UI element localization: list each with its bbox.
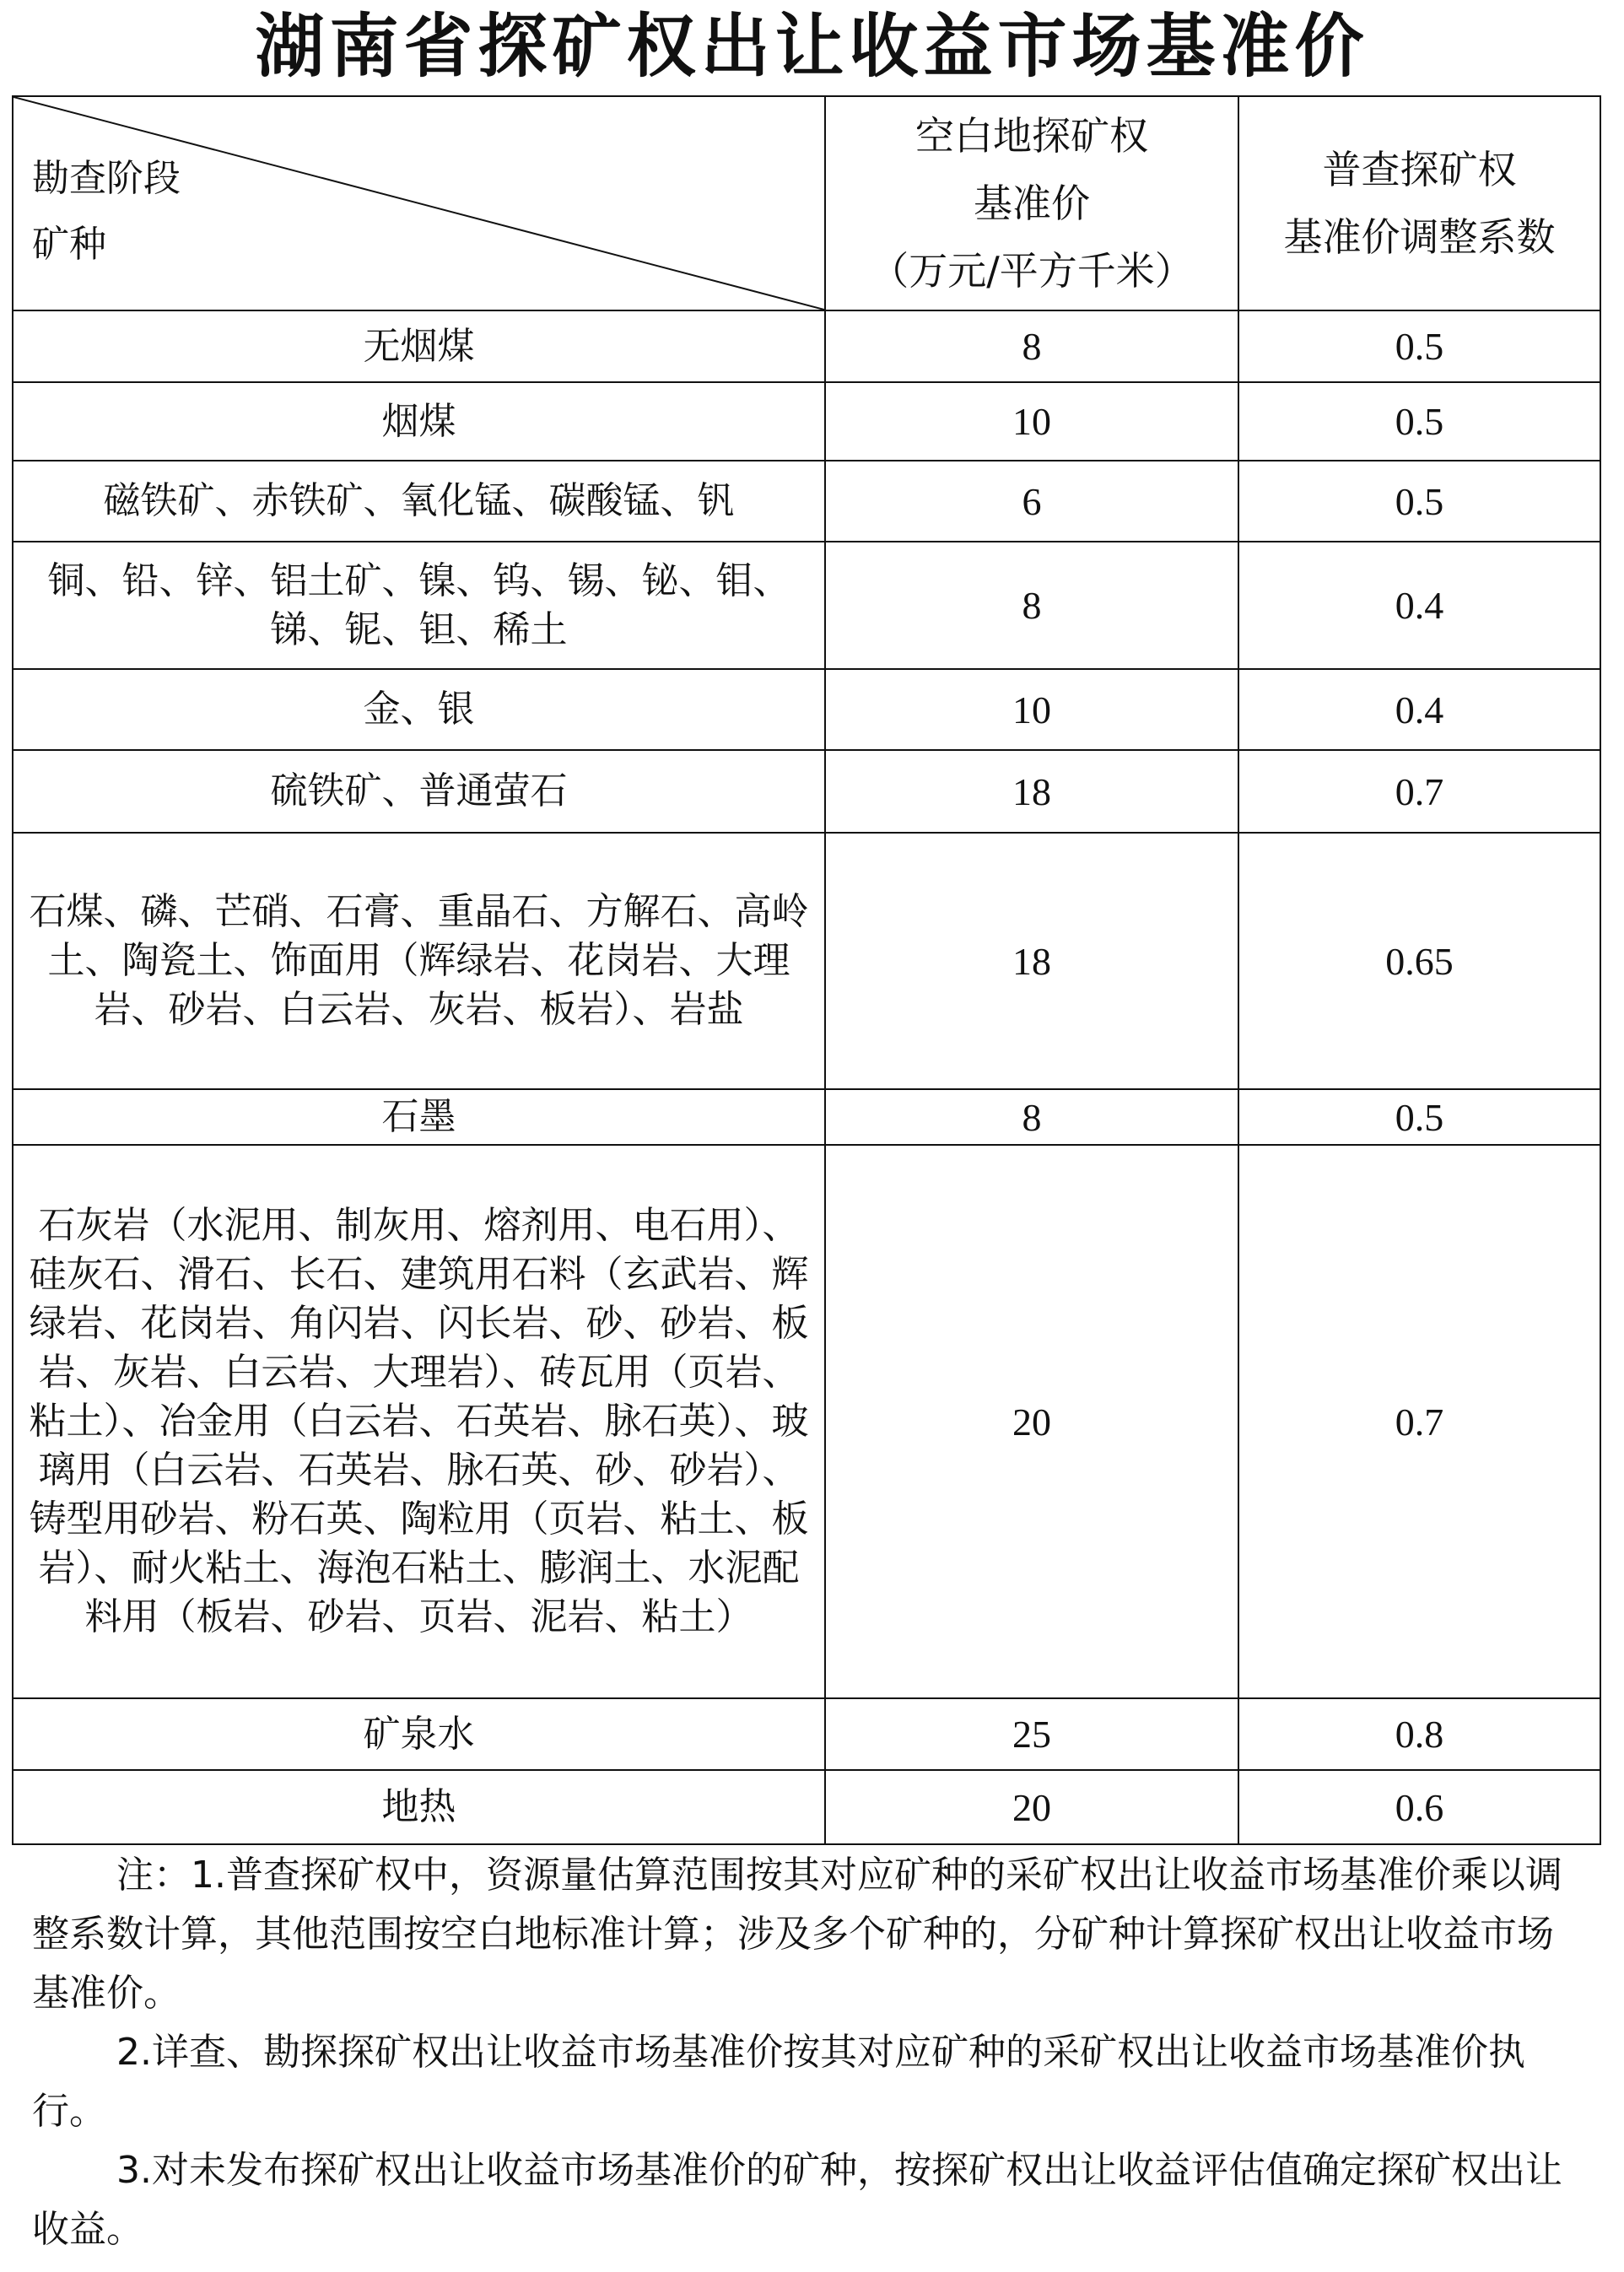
- header-factor-line-2: 基准价调整系数: [1283, 214, 1556, 260]
- price-cell: 18: [825, 833, 1238, 1089]
- factor-cell: 0.5: [1238, 382, 1600, 461]
- table-row: [13, 1698, 1600, 1770]
- mineral-cell: 无烟煤: [13, 310, 825, 382]
- table-row: [13, 669, 1600, 750]
- header-price-line-1: 空白地探矿权: [915, 113, 1148, 159]
- mineral-cell: 硫铁矿、普通萤石: [13, 750, 825, 833]
- header-factor-cell: [1238, 96, 1600, 310]
- mineral-cell: 烟煤: [13, 382, 825, 461]
- header-price-line-2: 基准价: [974, 181, 1090, 226]
- mineral-cell: 磁铁矿、赤铁矿、氧化锰、碳酸锰、钒: [13, 461, 825, 542]
- mineral-cell: 矿泉水: [13, 1698, 825, 1770]
- diagonal-line: [13, 97, 824, 310]
- table-row: [13, 833, 1600, 1089]
- document-title: 湖南省探矿权出让收益市场基准价: [255, 7, 1369, 87]
- header-price-cell: [825, 96, 1238, 310]
- table-row: [13, 1770, 1600, 1844]
- price-cell: 10: [825, 382, 1238, 461]
- table-row: [13, 1145, 1600, 1698]
- notes-section: [32, 1846, 1584, 2259]
- factor-cell: 0.7: [1238, 750, 1600, 833]
- factor-cell: 0.6: [1238, 1770, 1600, 1844]
- factor-cell: 0.4: [1238, 542, 1600, 669]
- factor-cell: 0.8: [1238, 1698, 1600, 1770]
- factor-cell: 0.5: [1238, 461, 1600, 542]
- price-cell: 8: [825, 1089, 1238, 1145]
- price-cell: 20: [825, 1145, 1238, 1698]
- factor-cell: 0.65: [1238, 833, 1600, 1089]
- mineral-cell: 石灰岩（水泥用、制灰用、熔剂用、电石用）、硅灰石、滑石、长石、建筑用石料（玄武岩、辉绿岩、花岗岩、角闪岩、闪长岩、砂、砂岩、板岩、灰岩、白云岩、大理岩）、砖瓦用（页岩、粘土）、冶金用（白云岩、石英岩、脉石英）、玻璃用（白云岩、石英岩、脉石英、砂、砂岩）、铸型用砂岩、粉石英、陶粒用（页岩、粘土、板岩）、耐火粘土、海泡石粘土、膨润土、水泥配料用（板岩、砂岩、页岩、泥岩、粘土）: [13, 1145, 825, 1698]
- benchmark-price-table: [12, 95, 1601, 1845]
- price-cell: 18: [825, 750, 1238, 833]
- mineral-cell: 金、银: [13, 669, 825, 750]
- price-cell: 20: [825, 1770, 1238, 1844]
- mineral-cell: 石煤、磷、芒硝、石膏、重晶石、方解石、高岭土、陶瓷土、饰面用（辉绿岩、花岗岩、大理岩、砂岩、白云岩、灰岩、板岩）、岩盐: [13, 833, 825, 1089]
- factor-cell: 0.7: [1238, 1145, 1600, 1698]
- header-factor-line-1: 普查探矿权: [1322, 147, 1517, 192]
- diagonal-header-cell: [13, 96, 825, 310]
- table-row: [13, 382, 1600, 461]
- factor-cell: 0.5: [1238, 310, 1600, 382]
- note-3: 3.对未发布探矿权出让收益市场基准价的矿种，按探矿权出让收益评估值确定探矿权出让收益。: [32, 2149, 1562, 2251]
- price-cell: 8: [825, 310, 1238, 382]
- table-row: [13, 1089, 1600, 1145]
- header-kind-label: 矿种: [32, 223, 106, 266]
- price-cell: 6: [825, 461, 1238, 542]
- header-price-line-3: （万元/平方千米）: [870, 248, 1194, 294]
- table-row: [13, 750, 1600, 833]
- factor-cell: 0.5: [1238, 1089, 1600, 1145]
- mineral-cell: 铜、铅、锌、铝土矿、镍、钨、锡、铋、钼、锑、铌、钽、稀土: [13, 542, 825, 669]
- note-1: 注：1.普查探矿权中，资源量估算范围按其对应矿种的采矿权出让收益市场基准价乘以调整系数计算，其他范围按空白地标准计算；涉及多个矿种的，分矿种计算探矿权出让收益市场基准价。: [32, 1854, 1562, 2015]
- mineral-cell: 地热: [13, 1770, 825, 1844]
- table-row: [13, 461, 1600, 542]
- header-row: [13, 96, 1600, 310]
- note-2: 2.详查、勘探探矿权出让收益市场基准价按其对应矿种的采矿权出让收益市场基准价执行。: [32, 2031, 1525, 2133]
- price-cell: 25: [825, 1698, 1238, 1770]
- price-cell: 8: [825, 542, 1238, 669]
- mineral-cell: 石墨: [13, 1089, 825, 1145]
- header-stage-label: 勘查阶段: [32, 157, 181, 200]
- table-row: [13, 542, 1600, 669]
- factor-cell: 0.4: [1238, 669, 1600, 750]
- table-row: [13, 310, 1600, 382]
- price-cell: 10: [825, 669, 1238, 750]
